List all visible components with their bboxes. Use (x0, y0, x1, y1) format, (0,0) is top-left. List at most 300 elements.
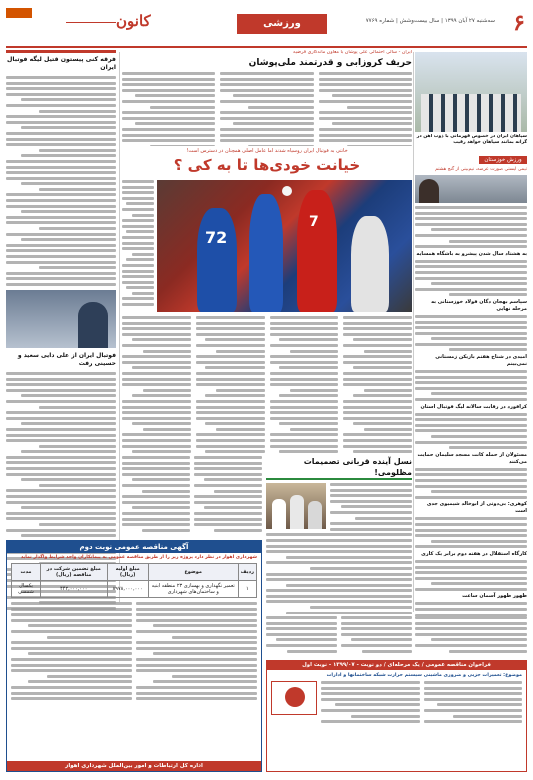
jersey-number-red: 7 (309, 214, 319, 230)
text-line (196, 333, 265, 336)
text-line (122, 462, 190, 465)
cell-subject: تعمیر نگهداری و بهسازی ۲۳ منطقه ابنیه و ساختمان‌های شهرداری (148, 581, 238, 598)
text-line (196, 417, 265, 420)
text-line (431, 282, 527, 285)
text-line (142, 490, 190, 493)
text-line (136, 697, 257, 700)
text-line (453, 715, 522, 718)
text-line (6, 121, 116, 124)
text-line (39, 227, 116, 230)
text-line (6, 400, 116, 403)
text-line (415, 577, 527, 580)
text-line (6, 261, 116, 264)
text-line (11, 630, 132, 633)
column-divider (119, 52, 120, 602)
middle-left-story (122, 456, 262, 536)
text-line (290, 389, 338, 392)
main-story-body (122, 316, 412, 456)
text-line (122, 111, 215, 114)
text-line (319, 111, 412, 114)
text-line (415, 534, 527, 537)
player-blue-2 (249, 194, 283, 312)
text-line (233, 94, 313, 97)
text-line (220, 100, 313, 103)
text-line (415, 413, 527, 416)
text-line (122, 439, 191, 442)
text-line (424, 681, 523, 684)
text-line (122, 316, 191, 319)
text-line (196, 361, 265, 364)
text-line (143, 389, 191, 392)
text-line (204, 478, 262, 481)
date-line: سه‌شنبه ۲۷ آبان ۱۳۹۹ | سال بیست‌وشش | شماره ۷۷۶۹ (365, 18, 495, 24)
text-line (122, 484, 190, 487)
text-line (343, 355, 412, 358)
text-line (122, 128, 215, 131)
text-line (39, 188, 116, 191)
text-line (266, 622, 337, 625)
text-line (194, 523, 262, 526)
col-duration: مدت (12, 564, 41, 581)
text-line (122, 270, 154, 273)
text-line (122, 361, 191, 364)
emblem-icon (285, 687, 305, 707)
text-line (415, 644, 527, 647)
text-line (347, 145, 412, 146)
text-line (424, 692, 523, 695)
text-line (122, 322, 191, 325)
text-line (431, 540, 527, 543)
text-line (39, 110, 116, 113)
text-line (341, 622, 412, 625)
text-line (194, 495, 262, 498)
text-line (330, 522, 412, 525)
text-line (351, 638, 412, 641)
call-ad-emblem (271, 681, 317, 715)
text-line (415, 496, 527, 499)
text-line (343, 400, 412, 403)
text-line (153, 624, 257, 627)
text-line (279, 394, 338, 397)
text-line (415, 321, 527, 324)
page-number: ۶ (513, 10, 525, 36)
text-line (122, 275, 154, 278)
text-line (220, 117, 313, 120)
text-line (47, 675, 132, 678)
text-line (122, 344, 191, 347)
text-line (216, 350, 264, 353)
text-line (266, 644, 337, 647)
text-line (126, 286, 154, 289)
text-line (6, 177, 116, 180)
text-line (341, 505, 412, 508)
text-line (270, 316, 339, 319)
text-line (21, 238, 116, 241)
cell-row: ۱ (238, 581, 256, 598)
text-line (343, 433, 412, 436)
person-2 (290, 495, 304, 529)
text-line (431, 435, 527, 438)
right-portrait (415, 175, 527, 203)
text-line (6, 244, 116, 247)
text-line (122, 411, 191, 414)
text-line (415, 566, 527, 569)
text-line (270, 333, 339, 336)
text-line (6, 512, 116, 515)
cell-initial-amount: ۸۹۷۸,۰۰۰,۰۰۰ (107, 581, 148, 598)
text-line (39, 445, 116, 448)
text-line (310, 567, 412, 570)
text-line (431, 582, 527, 585)
text-line (136, 647, 257, 650)
text-line (415, 468, 527, 471)
text-line (196, 445, 265, 448)
tender-ad-subtitle: شهرداری اهواز در نظر دارد پروژه زیر را از طریق مناقصه عمومی به پیمانکاران واجد شرایط واگذار نماید (20, 555, 257, 560)
text-line (132, 366, 191, 369)
text-line (122, 186, 154, 189)
text-line (122, 406, 191, 409)
text-line (39, 149, 116, 152)
text-line (122, 225, 154, 228)
text-line (6, 501, 116, 504)
col-subject: موضوع (148, 564, 238, 581)
text-line (136, 608, 257, 611)
text-line (6, 87, 116, 90)
text-line (196, 439, 265, 442)
text-line (279, 450, 338, 453)
text-line (415, 217, 527, 220)
text-line (136, 669, 257, 672)
text-line (196, 355, 265, 358)
text-line (415, 545, 527, 548)
text-line (136, 664, 257, 667)
text-line (362, 650, 412, 653)
text-line (196, 383, 265, 386)
top-story-kicker: ایران - سالی احتمالی علی پوشان با معاون ماندگاری فرضیه (293, 50, 412, 55)
text-line (415, 326, 527, 329)
text-line (6, 272, 116, 275)
text-line (415, 212, 527, 215)
text-line (122, 445, 191, 448)
text-line (6, 461, 116, 464)
text-line (11, 692, 132, 695)
text-line (122, 495, 190, 498)
text-line (330, 511, 412, 514)
text-line (21, 210, 116, 213)
text-line (415, 424, 527, 427)
text-line (270, 322, 339, 325)
text-line (449, 446, 527, 449)
text-line (343, 411, 412, 414)
text-line (415, 608, 527, 611)
text-line (122, 219, 154, 222)
text-line (424, 720, 523, 723)
text-line (196, 327, 265, 330)
text-line (343, 322, 412, 325)
text-line (415, 418, 527, 421)
text-line (332, 94, 412, 97)
text-line (126, 230, 154, 233)
text-line (11, 697, 132, 700)
left-body-a (6, 76, 116, 286)
text-line (220, 78, 313, 81)
main-story-kicker: خانتی به فوتبال ایران روسیاه شدند اما عامل اصلی همچنان در دسترس است! (186, 148, 348, 154)
call-ad-subtitle: موضوع: تعمیرات جزیی و ضروری ماشینی سیستم حرارت شبکه ساختمانها و ادارات (326, 673, 522, 678)
text-line (122, 518, 190, 521)
jersey-number-blue: 72 (205, 228, 228, 247)
photo-side-text (122, 180, 154, 312)
text-line (11, 613, 132, 616)
text-line (6, 383, 116, 386)
text-line (194, 512, 262, 515)
text-line (415, 398, 527, 401)
logo: کانون (116, 12, 151, 30)
text-line (6, 216, 116, 219)
text-line (270, 361, 339, 364)
column-rule (6, 50, 116, 53)
right-top-photo (415, 52, 527, 132)
text-line (6, 193, 116, 196)
text-line (6, 160, 116, 163)
text-line (21, 422, 116, 425)
text-line (136, 613, 257, 616)
text-line (132, 292, 154, 295)
text-line (343, 361, 412, 364)
text-line (431, 490, 527, 493)
text-line (194, 484, 262, 487)
text-line (248, 106, 313, 109)
text-line (321, 698, 420, 701)
text-line (415, 429, 527, 432)
text-line (194, 473, 262, 476)
text-line (319, 139, 412, 142)
table-row (12, 581, 257, 598)
middle-story-headline: نسل آینده قربانی تصمیمات مظلومی! (266, 456, 412, 480)
text-line (353, 366, 412, 369)
cell-duration: یکسال شمسی (12, 581, 41, 598)
text-line (135, 122, 215, 125)
text-line (279, 338, 338, 341)
right-top-caption (415, 134, 527, 154)
text-line (220, 89, 313, 92)
top-story-headline: حریف کروزابی و قدرتمند ملی‌پوشان (248, 58, 412, 68)
text-line (21, 126, 116, 129)
text-line (319, 78, 412, 81)
text-line (270, 383, 339, 386)
text-line (122, 180, 154, 183)
text-line (6, 434, 116, 437)
text-line (415, 387, 527, 390)
text-line (205, 394, 264, 397)
text-line (449, 293, 527, 296)
right-sub-1: به هشتاد سال شدن پیشرو به باشگاه همسایه (416, 250, 527, 257)
text-line (132, 253, 154, 256)
right-sub-8: ظهور ظهور آسمان ساعت (462, 593, 527, 600)
text-line (122, 327, 191, 330)
text-line (270, 378, 339, 381)
text-line (21, 394, 116, 397)
person-1 (272, 499, 286, 529)
text-line (287, 650, 337, 653)
text-line (290, 350, 338, 353)
text-line (126, 258, 154, 261)
text-line (196, 406, 265, 409)
text-line (122, 512, 190, 515)
text-line (122, 456, 190, 459)
text-line (248, 145, 313, 146)
right-sub-3: امیدی در شناخ هفتم بازیکن زمستانی نمی‌بینم (435, 354, 527, 368)
text-line (319, 83, 412, 86)
text-line (290, 428, 338, 431)
text-line (343, 406, 412, 409)
text-line (364, 350, 412, 353)
text-line (196, 344, 265, 347)
text-line (330, 483, 412, 486)
text-line (122, 197, 154, 200)
text-line (122, 303, 154, 306)
text-line (132, 214, 154, 217)
text-line (6, 132, 116, 135)
text-line (321, 692, 420, 695)
text-line (319, 100, 412, 103)
text-line (132, 422, 191, 425)
text-line (415, 479, 527, 482)
text-line (364, 428, 412, 431)
text-line (11, 608, 132, 611)
text-line (6, 389, 116, 392)
text-line (266, 600, 412, 603)
text-line (205, 366, 264, 369)
text-line (353, 450, 412, 453)
text-line (6, 428, 116, 431)
text-line (205, 450, 264, 453)
right-sub-6: کوهری: بی‌دوتی از ابوخالد شیمیوی جدی است (426, 501, 527, 515)
text-line (122, 355, 191, 358)
masthead (6, 8, 527, 48)
text-line (122, 281, 154, 284)
text-line (319, 134, 412, 137)
tender-ad-title: آگهی مناقصه عمومی نوبت دوم (7, 541, 261, 553)
text-line (6, 255, 116, 258)
text-line (220, 134, 313, 137)
text-line (270, 433, 339, 436)
right-sub-7: کارگاه استقلال در هفته دوم برابر یک کاری (421, 550, 527, 557)
text-line (6, 205, 116, 208)
text-line (415, 288, 527, 291)
text-line (132, 394, 191, 397)
text-line (47, 636, 132, 639)
middle-story (266, 456, 412, 614)
text-line (266, 533, 412, 536)
text-line (415, 473, 527, 476)
text-line (270, 355, 339, 358)
left-column (6, 50, 116, 610)
text-line (415, 633, 527, 636)
text-line (6, 417, 116, 420)
middle-story-photo (266, 483, 326, 529)
text-line (415, 277, 527, 280)
text-line (415, 517, 527, 520)
text-line (270, 439, 339, 442)
text-line (321, 681, 420, 684)
text-line (415, 245, 527, 248)
right-feature-head: تیمی ایستی صورت عرضه، نیم‌بینی از گنج هشتم (435, 167, 527, 172)
text-line (122, 72, 215, 75)
text-line (194, 467, 262, 470)
text-line (343, 383, 412, 386)
text-line (122, 523, 190, 526)
text-line (194, 462, 262, 465)
text-line (39, 484, 116, 487)
text-line (343, 333, 412, 336)
text-line (266, 595, 412, 598)
text-line (196, 411, 265, 414)
text-line (21, 450, 116, 453)
text-line (449, 240, 527, 243)
text-line (431, 337, 527, 340)
text-line (142, 529, 190, 532)
text-line (341, 633, 412, 636)
text-line (6, 233, 116, 236)
text-line (266, 616, 337, 619)
text-line (415, 588, 527, 591)
text-line (136, 658, 257, 661)
text-line (122, 383, 191, 386)
text-line (343, 439, 412, 442)
top-story (122, 50, 412, 146)
text-line (415, 206, 527, 209)
text-line (266, 589, 412, 592)
text-line (437, 703, 522, 706)
text-line (122, 400, 191, 403)
text-line (321, 720, 420, 723)
text-line (415, 223, 527, 226)
text-line (220, 72, 313, 75)
text-line (6, 277, 116, 280)
text-line (343, 378, 412, 381)
right-caption-text: سپاهان ایران در خصوص قهرمانی با ذوب آهن در گرانه بمانند سپاهان خواهد رقیب (416, 134, 527, 145)
text-line (143, 428, 191, 431)
text-line (21, 506, 116, 509)
text-line (122, 417, 191, 420)
text-line (122, 501, 190, 504)
text-line (319, 72, 412, 75)
text-line (214, 529, 262, 532)
text-line (415, 370, 527, 373)
text-line (6, 411, 116, 414)
text-line (194, 501, 262, 504)
text-line (122, 208, 154, 211)
text-line (355, 517, 412, 520)
column-divider-right (413, 52, 414, 612)
text-line (270, 417, 339, 420)
text-line (6, 495, 116, 498)
text-line (21, 182, 116, 185)
text-line (343, 417, 412, 420)
main-photo (157, 180, 412, 312)
text-line (343, 445, 412, 448)
text-line (266, 539, 412, 542)
ball (282, 186, 292, 196)
text-line (276, 638, 337, 641)
call-ad (266, 660, 527, 772)
text-line (351, 715, 420, 718)
text-line (122, 89, 215, 92)
text-line (424, 698, 523, 701)
text-line (122, 78, 215, 81)
text-line (6, 529, 116, 532)
logo-underline (66, 22, 116, 23)
